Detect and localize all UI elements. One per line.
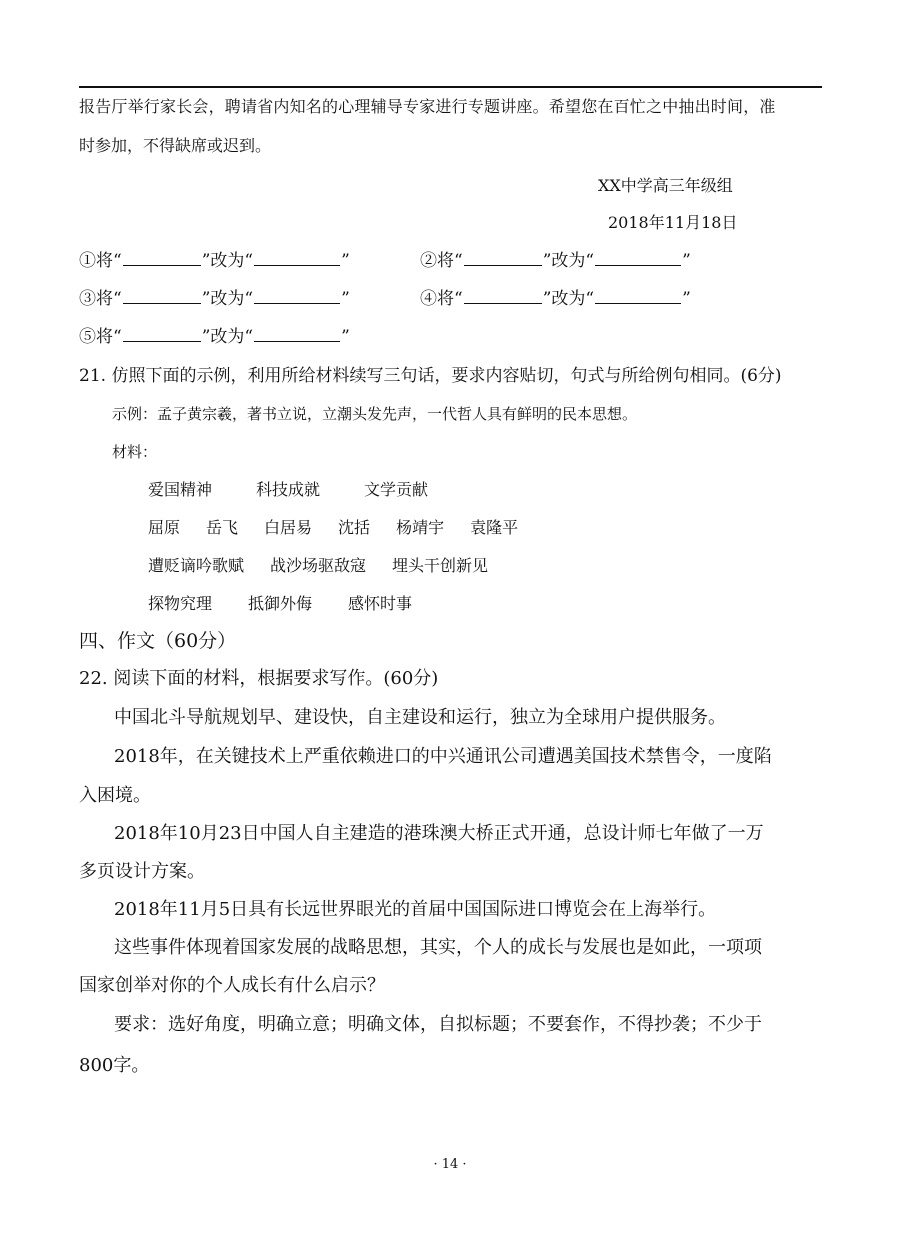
answer-blank[interactable]: [254, 287, 340, 304]
fill-item-end: ”: [341, 327, 350, 347]
fill-item-prefix: 将“: [96, 327, 122, 347]
answer-blank[interactable]: [464, 287, 542, 304]
material-item: 探物究理: [148, 594, 213, 613]
material-item: 岳飞: [206, 518, 239, 537]
material-item: 埋头干创新见: [392, 556, 489, 575]
material-item: 沈括: [338, 518, 371, 537]
notice-line-1: 报告厅举行家长会，聘请省内知名的心理辅导专家进行专题讲座。希望您在百忙之中抽出时间，准: [79, 97, 776, 116]
fill-item-middle: ”改为“: [201, 251, 254, 271]
fill-item-number: ③: [79, 289, 96, 309]
q22-paragraph-3a: 2018年10月23日中国人自主建造的港珠澳大桥正式开通，总设计师七年做了一万: [114, 823, 764, 844]
material-row-4: [148, 592, 412, 616]
q22-paragraph-4: 2018年11月5日具有长远世界眼光的首届中国国际进口博览会在上海举行。: [114, 899, 717, 920]
material-item: 战沙场驱敌寇: [270, 556, 367, 575]
q22-paragraph-1: 中国北斗导航规划早、建设快，自主建设和运行，独立为全球用户提供服务。: [114, 707, 726, 728]
fill-item-number: ②: [420, 251, 437, 271]
q22-requirements-b: 800字。: [79, 1055, 150, 1076]
notice-line-2: 时参加，不得缺席或迟到。: [79, 136, 272, 155]
fill-item-1: [79, 249, 350, 273]
q21-material-label: 材料：: [112, 443, 158, 461]
q21-heading: 21. 仿照下面的示例，利用所给材料续写三句话，要求内容贴切，句式与所给例句相同。(6分): [79, 366, 782, 386]
answer-blank[interactable]: [254, 325, 340, 342]
answer-blank[interactable]: [123, 325, 201, 342]
material-item: 爱国精神: [148, 480, 213, 499]
q22-paragraph-2b: 入困境。: [79, 785, 151, 806]
fill-item-number: ⑤: [79, 327, 96, 347]
answer-blank[interactable]: [595, 249, 681, 266]
q22-paragraph-5b: 国家创举对你的个人成长有什么启示？: [79, 975, 385, 996]
material-item: 遭贬谪吟歌赋: [148, 556, 245, 575]
material-item: 抵御外侮: [248, 594, 313, 613]
material-row-3: [148, 554, 488, 578]
fill-item-3: [79, 287, 350, 311]
q22-heading: 22. 阅读下面的材料，根据要求写作。(60分): [79, 668, 439, 689]
material-item: 白居易: [264, 518, 313, 537]
q22-paragraph-2a: 2018年，在关键技术上严重依赖进口的中兴通讯公司遭遇美国技术禁售令，一度陷: [114, 746, 772, 767]
fill-item-end: ”: [341, 251, 350, 271]
answer-blank[interactable]: [123, 249, 201, 266]
fill-item-4: [420, 287, 691, 311]
fill-item-middle: ”改为“: [542, 289, 595, 309]
header-rule: [79, 86, 822, 88]
fill-item-prefix: 将“: [437, 289, 463, 309]
fill-item-5: [79, 325, 350, 349]
q22-requirements-a: 要求：选好角度，明确立意；明确文体，自拟标题；不要套作，不得抄袭；不少于: [114, 1014, 762, 1035]
q22-paragraph-3b: 多页设计方案。: [79, 861, 205, 882]
fill-item-end: ”: [341, 289, 350, 309]
material-item: 科技成就: [256, 480, 321, 499]
material-item: 屈原: [148, 518, 181, 537]
answer-blank[interactable]: [123, 287, 201, 304]
fill-item-prefix: 将“: [437, 251, 463, 271]
answer-blank[interactable]: [464, 249, 542, 266]
material-item: 文学贡献: [364, 480, 429, 499]
fill-item-number: ④: [420, 289, 437, 309]
page-number: · 14 ·: [433, 1157, 467, 1172]
fill-item-middle: ”改为“: [542, 251, 595, 271]
fill-item-number: ①: [79, 251, 96, 271]
fill-item-end: ”: [682, 289, 691, 309]
material-item: 袁隆平: [470, 518, 519, 537]
material-row-2: [148, 516, 518, 540]
material-item: 感怀时事: [348, 594, 413, 613]
fill-item-2: [420, 249, 691, 273]
fill-item-middle: ”改为“: [201, 327, 254, 347]
material-row-1: [148, 478, 428, 502]
fill-item-middle: ”改为“: [201, 289, 254, 309]
section-heading: 四、作文（60分）: [79, 630, 237, 652]
notice-signer: XX中学高三年级组: [598, 176, 733, 195]
q21-example: 示例：孟子黄宗羲，著书立说，立潮头发先声，一代哲人具有鲜明的民本思想。: [112, 405, 638, 423]
fill-item-prefix: 将“: [96, 289, 122, 309]
answer-blank[interactable]: [595, 287, 681, 304]
material-item: 杨靖宇: [396, 518, 445, 537]
q22-paragraph-5a: 这些事件体现着国家发展的战略思想，其实，个人的成长与发展也是如此，一项项: [114, 937, 762, 958]
fill-item-prefix: 将“: [96, 251, 122, 271]
fill-item-end: ”: [682, 251, 691, 271]
answer-blank[interactable]: [254, 249, 340, 266]
notice-date: 2018年11月18日: [608, 213, 738, 232]
